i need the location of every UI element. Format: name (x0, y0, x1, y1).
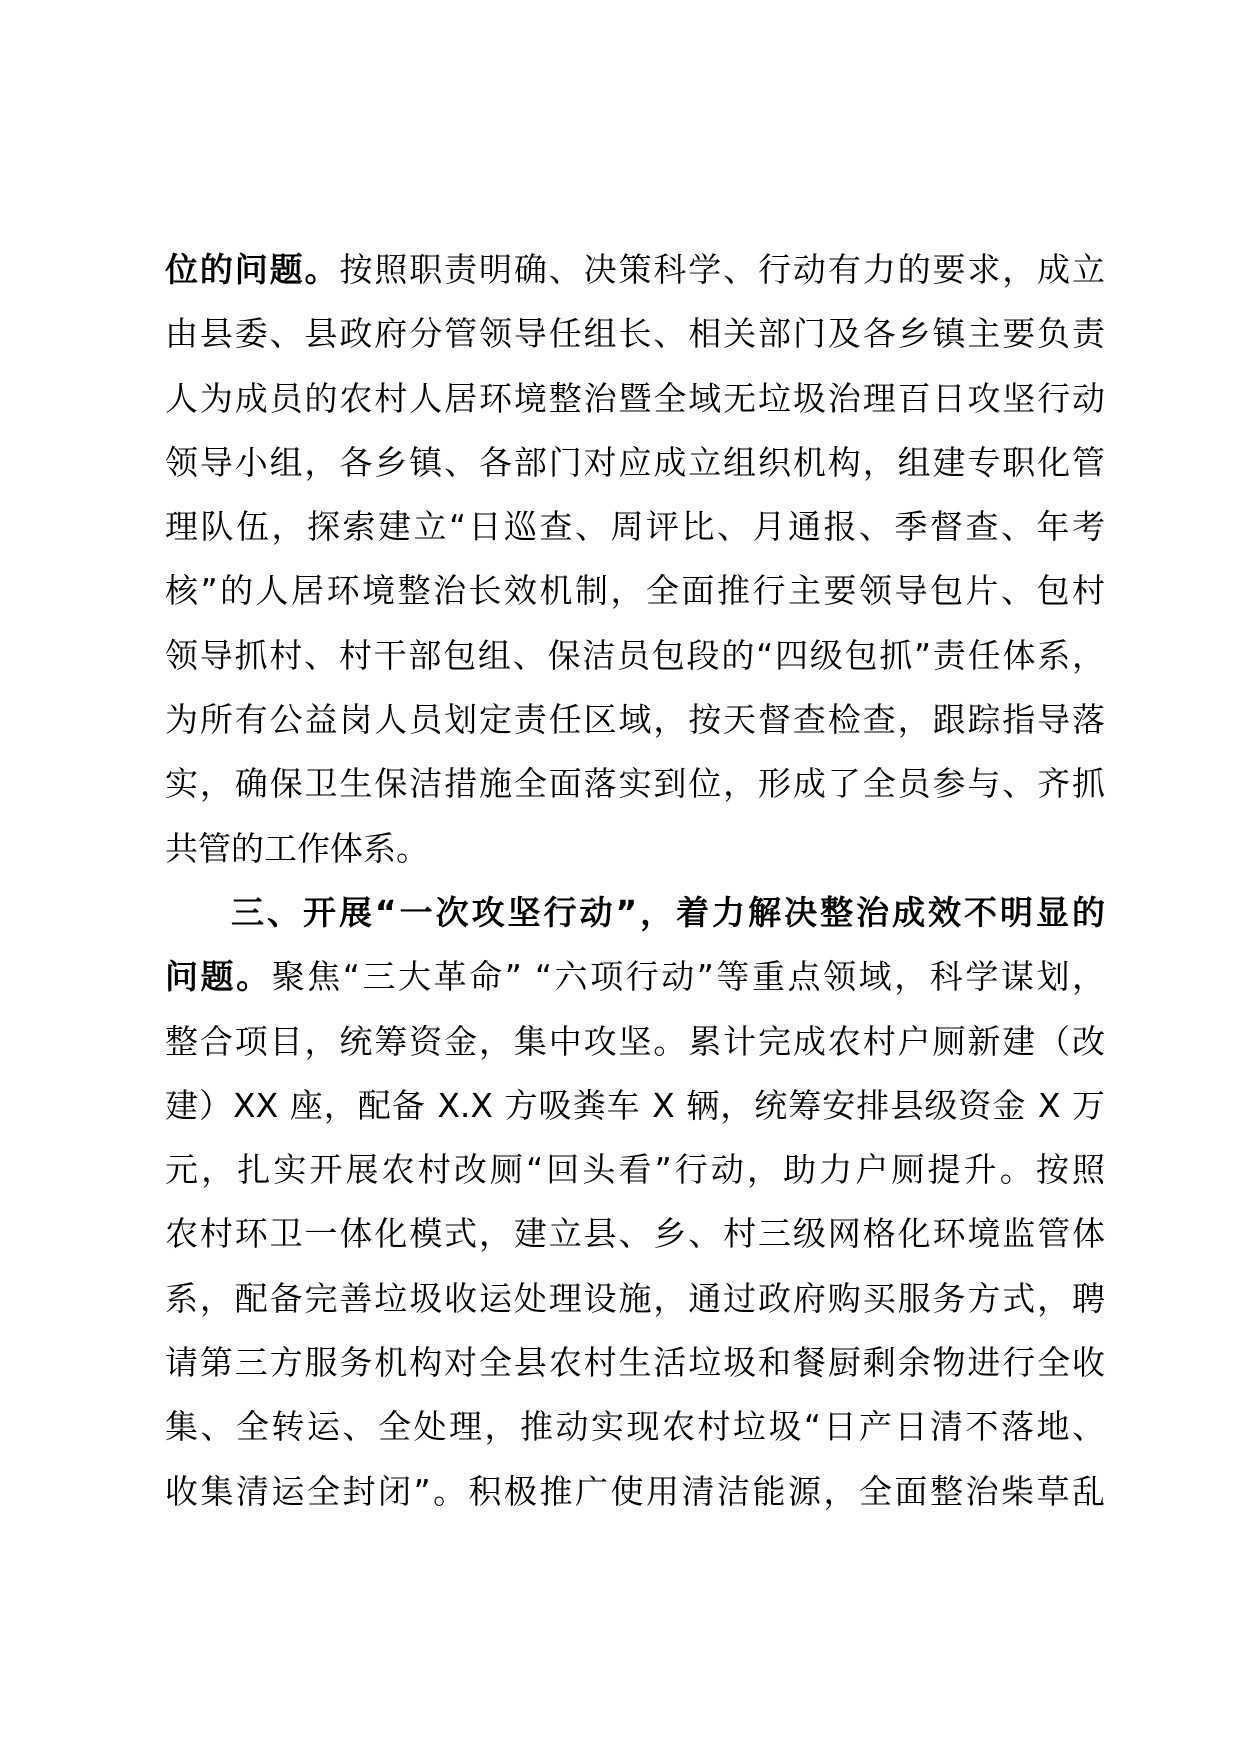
paragraph-2-second-line-text: 聚焦“三大革命” “六项行动”等重点领域，科学谋划， (271, 957, 1106, 997)
paragraph-1-line-6: 核”的人居环境整治长效机制，全面推行主要领导包片、包村 (165, 571, 1105, 611)
paragraph-1-line-1 (165, 238, 1105, 302)
paragraph-2-line-3: 整合项目，统筹资金，集中攻坚。累计完成农村户厕新建（改 (165, 1021, 1105, 1061)
paragraph-2-line-4: 建）XX 座，配备 X.X 方吸粪车 X 辆，统筹安排县级资金 X 万 (165, 1085, 1105, 1125)
paragraph-1-line-10: 共管的工作体系。 (165, 828, 429, 868)
paragraph-2-line-6: 农村环卫一体化模式，建立县、乡、村三级网格化环境监管体 (165, 1214, 1105, 1254)
paragraph-2-line-9: 集、全转运、全处理，推动实现农村垃圾“日产日清不落地、 (165, 1407, 1105, 1447)
paragraph-2-line-10: 收集清运全封闭”。积极推广使用清洁能源，全面整治柴草乱 (165, 1471, 1105, 1511)
paragraph-2-line-2 (165, 945, 1105, 1009)
document-body (165, 238, 1105, 1524)
paragraph-1-line-5: 理队伍，探索建立“日巡查、周评比、月通报、季督查、年考 (165, 507, 1105, 547)
paragraph-2-line-8: 请第三方服务机构对全县农村生活垃圾和餐厨剩余物进行全收 (165, 1343, 1105, 1383)
paragraph-1-line-3: 人为成员的农村人居环境整治暨全域无垃圾治理百日攻坚行动 (165, 378, 1105, 418)
paragraph-1-bold-lead: 位的问题。 (165, 250, 340, 289)
section-3-heading-tail: 问题。 (165, 957, 272, 997)
paragraph-1-line-8: 为所有公益岗人员划定责任区域，按天督查检查，跟踪指导落 (165, 700, 1105, 740)
paragraph-1-first-line-text: 按照职责明确、决策科学、行动有力的要求，成立 (339, 250, 1106, 289)
paragraph-2-line-7: 系，配备完善垃圾收运处理设施，通过政府购买服务方式，聘 (165, 1278, 1105, 1318)
section-3-heading: 三、开展“一次攻坚行动”，着力解决整治成效不明显的 (231, 892, 1105, 932)
paragraph-1-line-2: 由县委、县政府分管领导任组长、相关部门及各乡镇主要负责 (165, 314, 1105, 354)
paragraph-1-line-7: 领导抓村、村干部包组、保洁员包段的“四级包抓”责任体系， (165, 635, 1105, 675)
paragraph-2-line-5: 元，扎实开展农村改厕“回头看”行动，助力户厕提升。按照 (165, 1150, 1105, 1190)
paragraph-1-line-9: 实，确保卫生保洁措施全面落实到位，形成了全员参与、齐抓 (165, 764, 1105, 804)
paragraph-1-line-4: 领导小组，各乡镇、各部门对应成立组织机构，组建专职化管 (165, 442, 1105, 482)
